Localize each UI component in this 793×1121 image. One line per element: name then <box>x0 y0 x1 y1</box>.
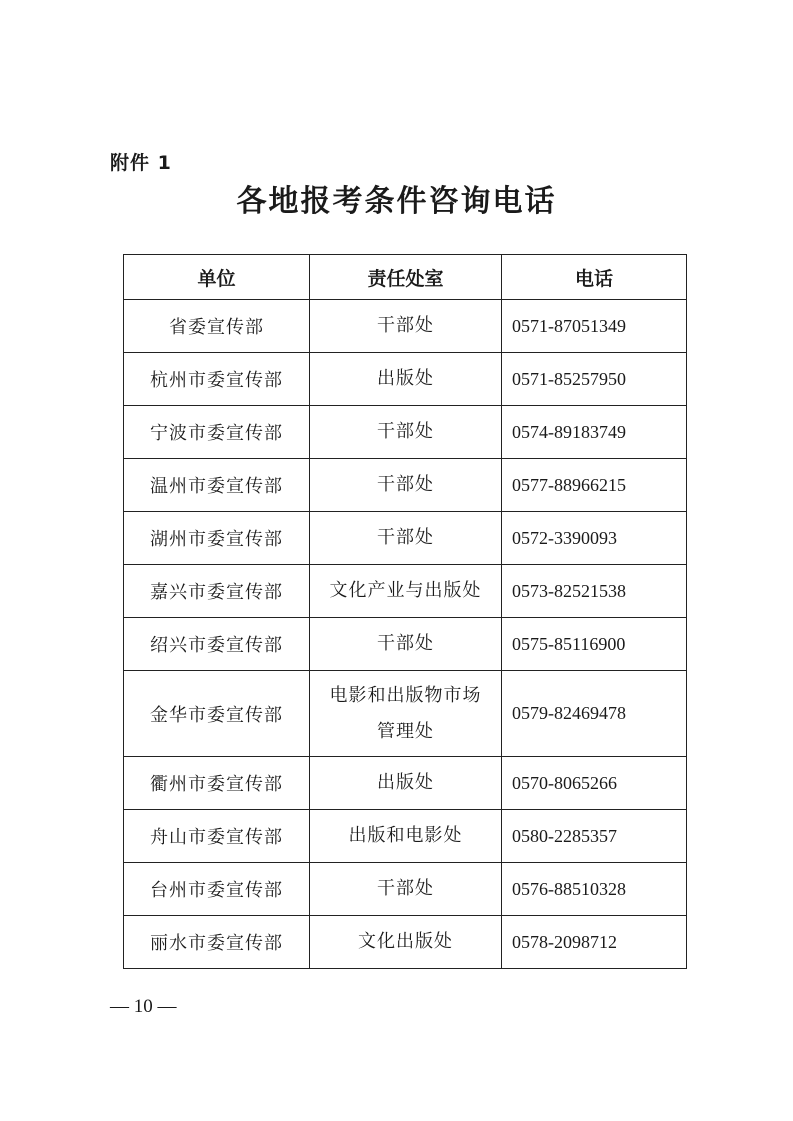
page-number: — 10 — <box>110 996 177 1017</box>
unit-cell: 湖州市委宣传部 <box>124 512 310 565</box>
dept-text: 文化出版处 <box>358 931 453 952</box>
phone-cell: 0578-2098712 <box>502 916 687 969</box>
unit-cell: 舟山市委宣传部 <box>124 810 310 863</box>
header-unit: 单位 <box>124 255 310 300</box>
table-row <box>124 406 687 459</box>
unit-cell: 绍兴市委宣传部 <box>124 618 310 671</box>
dept-text: 干部处 <box>377 527 434 548</box>
table-row <box>124 618 687 671</box>
dept-text: 出版处 <box>377 368 434 389</box>
phone-cell: 0571-85257950 <box>502 353 687 406</box>
dept-text: 干部处 <box>377 474 434 495</box>
phone-cell: 0577-88966215 <box>502 459 687 512</box>
unit-cell: 金华市委宣传部 <box>124 671 310 757</box>
dept-cell <box>310 300 502 353</box>
phone-cell: 0579-82469478 <box>502 671 687 757</box>
phone-cell: 0573-82521538 <box>502 565 687 618</box>
contact-table <box>123 254 687 969</box>
phone-cell: 0576-88510328 <box>502 863 687 916</box>
dept-cell <box>310 512 502 565</box>
dept-text: 干部处 <box>377 878 434 899</box>
unit-cell: 嘉兴市委宣传部 <box>124 565 310 618</box>
table-row <box>124 353 687 406</box>
table-row <box>124 512 687 565</box>
dept-cell <box>310 565 502 618</box>
dept-cell <box>310 353 502 406</box>
dept-cell <box>310 618 502 671</box>
table-header-row <box>124 255 687 300</box>
header-dept: 责任处室 <box>310 255 502 300</box>
dept-text: 出版和电影处 <box>348 825 463 846</box>
dept-text: 干部处 <box>377 633 434 654</box>
dept-text: 干部处 <box>377 315 434 336</box>
table-row <box>124 565 687 618</box>
dept-cell <box>310 671 502 757</box>
phone-cell: 0570-8065266 <box>502 757 687 810</box>
dept-text: 电影和出版物市场管理处 <box>329 684 482 742</box>
table-row <box>124 757 687 810</box>
phone-cell: 0575-85116900 <box>502 618 687 671</box>
dept-text: 文化产业与出版处 <box>329 580 482 601</box>
unit-cell: 温州市委宣传部 <box>124 459 310 512</box>
unit-cell: 省委宣传部 <box>124 300 310 353</box>
table-row <box>124 459 687 512</box>
table-row <box>124 863 687 916</box>
unit-cell: 台州市委宣传部 <box>124 863 310 916</box>
phone-cell: 0580-2285357 <box>502 810 687 863</box>
unit-cell: 杭州市委宣传部 <box>124 353 310 406</box>
page-title: 各地报考条件咨询电话 <box>236 184 557 219</box>
header-phone: 电话 <box>502 255 687 300</box>
table-row <box>124 671 687 757</box>
unit-cell: 宁波市委宣传部 <box>124 406 310 459</box>
dept-cell <box>310 459 502 512</box>
table-row <box>124 916 687 969</box>
unit-cell: 衢州市委宣传部 <box>124 757 310 810</box>
dept-cell <box>310 863 502 916</box>
table-row <box>124 810 687 863</box>
dept-cell <box>310 757 502 810</box>
dept-text: 干部处 <box>377 421 434 442</box>
dept-cell <box>310 810 502 863</box>
unit-cell: 丽水市委宣传部 <box>124 916 310 969</box>
dept-cell <box>310 916 502 969</box>
dept-text: 出版处 <box>377 772 434 793</box>
dept-cell <box>310 406 502 459</box>
phone-cell: 0571-87051349 <box>502 300 687 353</box>
phone-cell: 0572-3390093 <box>502 512 687 565</box>
phone-cell: 0574-89183749 <box>502 406 687 459</box>
table-row <box>124 300 687 353</box>
attachment-label: 附件 1 <box>110 152 172 174</box>
